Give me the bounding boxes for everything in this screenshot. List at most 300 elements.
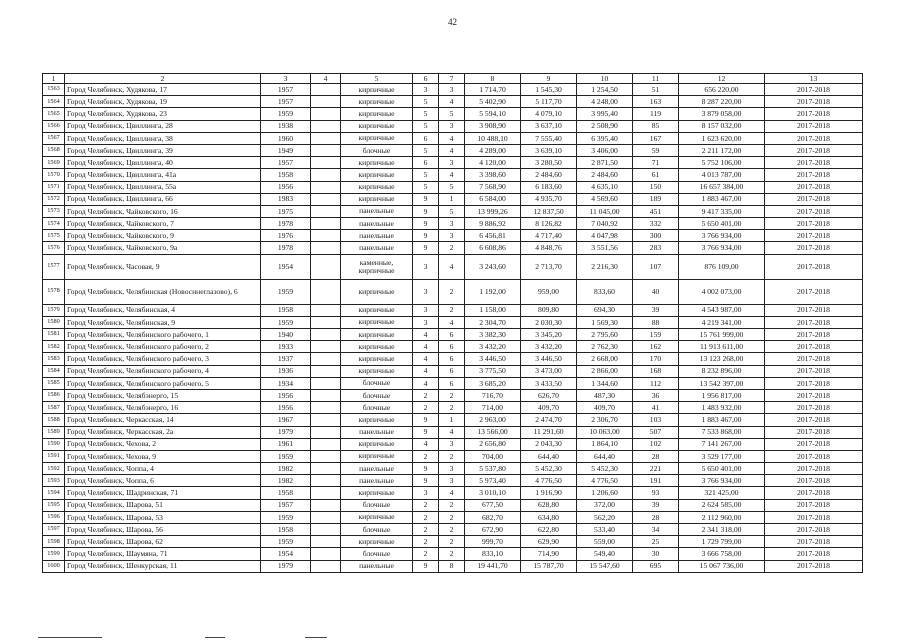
cell-entrances: 3 [439,84,465,96]
cell-repair-cost: 3 766 934,00 [679,475,765,487]
cell-living-area: 6 183,60 [521,181,577,193]
cell-residents: 170 [633,353,679,365]
cell-row-number: 1600 [43,560,65,572]
cell-address: Город Челябинск, Чайковского, 16 [65,205,261,217]
cell-total-area: 4 120,00 [465,157,521,169]
cell-residential-area: 409,70 [577,402,633,414]
cell-wall-material: панельные [341,205,413,217]
cell-wall-material: блочные [341,402,413,414]
cell-col-4 [311,84,341,96]
cell-address: Город Челябинск, Чайковского, 9 [65,230,261,242]
cell-col-4 [311,316,341,328]
cell-row-number: 1588 [43,414,65,426]
cell-entrances: 4 [439,169,465,181]
cell-address: Город Челябинск, Чоппа, 6 [65,475,261,487]
cell-residential-area: 2 306,70 [577,414,633,426]
cell-residents: 28 [633,450,679,462]
cell-row-number: 1587 [43,402,65,414]
cell-repair-cost: 7 533 868,00 [679,426,765,438]
cell-col-4 [311,560,341,572]
cell-wall-material: каменные, кирпичные [341,254,413,279]
cell-total-area: 3 398,60 [465,169,521,181]
cell-row-number: 1584 [43,365,65,377]
cell-address: Город Челябинск, Чоппа, 4 [65,463,261,475]
cell-living-area: 629,90 [521,536,577,548]
cell-year-built: 1933 [261,341,311,353]
cell-wall-material: кирпичные [341,132,413,144]
cell-wall-material: панельные [341,230,413,242]
cell-wall-material: кирпичные [341,353,413,365]
cell-address: Город Челябинск, Челябинская, 9 [65,316,261,328]
cell-row-number: 1592 [43,463,65,475]
cell-address: Город Челябинск, Чайковского, 9а [65,242,261,254]
column-header-2: 2 [65,74,261,84]
cell-wall-material: кирпичные [341,487,413,499]
cell-repair-period: 2017-2018 [765,254,863,279]
cell-residents: 36 [633,389,679,401]
cell-residents: 88 [633,316,679,328]
cell-address: Город Челябинск, Шарова, 56 [65,524,261,536]
cell-wall-material: блочные [341,377,413,389]
cell-total-area: 677,50 [465,499,521,511]
cell-address: Город Челябинск, Часовая, 9 [65,254,261,279]
cell-year-built: 1979 [261,560,311,572]
cell-residents: 41 [633,402,679,414]
cell-total-area: 1 714,70 [465,84,521,96]
cell-repair-period: 2017-2018 [765,560,863,572]
cell-address: Город Челябинск, Черкасская, 2а [65,426,261,438]
cell-residential-area: 11 045,00 [577,205,633,217]
cell-total-area: 3 432,20 [465,341,521,353]
table-row [43,426,863,438]
cell-repair-period: 2017-2018 [765,132,863,144]
cell-repair-cost: 656 220,00 [679,84,765,96]
cell-residents: 507 [633,426,679,438]
cell-total-area: 1 192,00 [465,279,521,304]
cell-year-built: 1967 [261,414,311,426]
cell-wall-material: панельные [341,242,413,254]
cell-repair-period: 2017-2018 [765,536,863,548]
cell-year-built: 1956 [261,402,311,414]
cell-wall-material: кирпичные [341,511,413,523]
column-header-4: 4 [311,74,341,84]
cell-floors: 5 [413,144,439,156]
cell-col-4 [311,254,341,279]
cell-row-number: 1572 [43,193,65,205]
column-header-3: 3 [261,74,311,84]
cell-repair-cost: 4 013 787,00 [679,169,765,181]
cell-floors: 3 [413,304,439,316]
cell-floors: 3 [413,254,439,279]
cell-entrances: 3 [439,475,465,487]
page-number: 42 [448,17,457,27]
cell-entrances: 4 [439,96,465,108]
cell-repair-cost: 3 666 758,00 [679,548,765,560]
cell-wall-material: кирпичные [341,438,413,450]
cell-wall-material: кирпичные [341,279,413,304]
cell-col-4 [311,536,341,548]
cell-entrances: 6 [439,377,465,389]
cell-living-area: 4 717,40 [521,230,577,242]
cell-floors: 9 [413,560,439,572]
cell-row-number: 1599 [43,548,65,560]
cell-address: Город Челябинск, Цвиллинга, 40 [65,157,261,169]
cell-col-4 [311,402,341,414]
cell-living-area: 809,80 [521,304,577,316]
table-row [43,144,863,156]
cell-repair-period: 2017-2018 [765,120,863,132]
cell-living-area: 4 848,76 [521,242,577,254]
cell-living-area: 1 916,90 [521,487,577,499]
cell-residents: 34 [633,524,679,536]
cell-total-area: 5 537,80 [465,463,521,475]
cell-wall-material: кирпичные [341,96,413,108]
cell-floors: 2 [413,499,439,511]
cell-living-area: 2 713,70 [521,254,577,279]
cell-entrances: 3 [439,218,465,230]
cell-entrances: 1 [439,193,465,205]
cell-address: Город Челябинск, Челябинского рабочего, 4 [65,365,261,377]
column-header-9: 9 [521,74,577,84]
cell-col-4 [311,96,341,108]
cell-residents: 59 [633,144,679,156]
footer-rule [205,637,225,638]
cell-living-area: 12 837,50 [521,205,577,217]
cell-repair-period: 2017-2018 [765,438,863,450]
cell-col-4 [311,329,341,341]
cell-repair-cost: 2 341 318,00 [679,524,765,536]
cell-residential-area: 2 795,60 [577,329,633,341]
cell-address: Город Челябинск, Челябинского рабочего, 2 [65,341,261,353]
cell-col-4 [311,230,341,242]
cell-floors: 9 [413,414,439,426]
cell-repair-period: 2017-2018 [765,108,863,120]
cell-total-area: 716,70 [465,389,521,401]
cell-address: Город Челябинск, Челябинского рабочего, 3 [65,353,261,365]
cell-living-area: 4 935,70 [521,193,577,205]
cell-entrances: 2 [439,499,465,511]
cell-repair-cost: 3 879 058,00 [679,108,765,120]
cell-wall-material: блочные [341,144,413,156]
cell-repair-period: 2017-2018 [765,205,863,217]
cell-residential-area: 5 452,30 [577,463,633,475]
cell-year-built: 1982 [261,475,311,487]
cell-floors: 5 [413,169,439,181]
cell-residential-area: 2 668,00 [577,353,633,365]
cell-row-number: 1568 [43,144,65,156]
cell-repair-period: 2017-2018 [765,377,863,389]
cell-row-number: 1577 [43,254,65,279]
cell-year-built: 1978 [261,242,311,254]
cell-repair-cost: 4 219 341,00 [679,316,765,328]
cell-floors: 2 [413,524,439,536]
table-row [43,536,863,548]
cell-entrances: 6 [439,365,465,377]
cell-residents: 93 [633,487,679,499]
cell-repair-cost: 1 483 932,00 [679,402,765,414]
cell-row-number: 1575 [43,230,65,242]
cell-residential-area: 2 871,50 [577,157,633,169]
cell-total-area: 6 584,00 [465,193,521,205]
cell-residents: 39 [633,304,679,316]
column-number-header [43,74,863,84]
cell-residents: 39 [633,499,679,511]
cell-address: Город Челябинск, Челябэнерго, 16 [65,402,261,414]
cell-row-number: 1583 [43,353,65,365]
cell-row-number: 1578 [43,279,65,304]
column-header-10: 10 [577,74,633,84]
cell-living-area: 2 474,70 [521,414,577,426]
cell-entrances: 4 [439,132,465,144]
cell-residents: 107 [633,254,679,279]
cell-col-4 [311,450,341,462]
cell-entrances: 6 [439,353,465,365]
cell-total-area: 13 566,00 [465,426,521,438]
cell-col-4 [311,548,341,560]
cell-residential-area: 1 254,50 [577,84,633,96]
cell-entrances: 2 [439,304,465,316]
cell-total-area: 3 446,50 [465,353,521,365]
cell-floors: 9 [413,242,439,254]
cell-address: Город Челябинск, Черкасская, 14 [65,414,261,426]
cell-residents: 168 [633,365,679,377]
cell-wall-material: кирпичные [341,365,413,377]
cell-living-area: 634,80 [521,511,577,523]
cell-total-area: 6 608,86 [465,242,521,254]
cell-repair-period: 2017-2018 [765,389,863,401]
cell-entrances: 2 [439,402,465,414]
cell-residents: 119 [633,108,679,120]
cell-residents: 71 [633,157,679,169]
cell-row-number: 1580 [43,316,65,328]
cell-address: Город Челябинск, Цвиллинга, 38 [65,132,261,144]
cell-residents: 40 [633,279,679,304]
cell-row-number: 1586 [43,389,65,401]
cell-floors: 2 [413,450,439,462]
cell-repair-period: 2017-2018 [765,230,863,242]
column-header-6: 6 [413,74,439,84]
cell-residential-area: 372,00 [577,499,633,511]
cell-repair-cost: 1 883 467,00 [679,414,765,426]
table-row [43,463,863,475]
cell-repair-cost: 15 761 999,00 [679,329,765,341]
cell-residents: 300 [633,230,679,242]
cell-residents: 332 [633,218,679,230]
cell-residential-area: 10 063,00 [577,426,633,438]
cell-wall-material: панельные [341,475,413,487]
cell-residential-area: 533,40 [577,524,633,536]
cell-living-area: 8 126,82 [521,218,577,230]
cell-residential-area: 562,20 [577,511,633,523]
cell-year-built: 1936 [261,365,311,377]
cell-entrances: 5 [439,181,465,193]
table-row [43,108,863,120]
cell-row-number: 1582 [43,341,65,353]
cell-address: Город Челябинск, Цвиллинга, 41а [65,169,261,181]
cell-living-area: 959,00 [521,279,577,304]
cell-address: Город Челябинск, Челябинского рабочего, 5 [65,377,261,389]
cell-total-area: 4 289,00 [465,144,521,156]
cell-residential-area: 487,30 [577,389,633,401]
cell-residents: 30 [633,548,679,560]
cell-wall-material: блочные [341,548,413,560]
cell-residential-area: 4 776,50 [577,475,633,487]
cell-living-area: 5 117,70 [521,96,577,108]
cell-residential-area: 694,30 [577,304,633,316]
cell-residential-area: 4 248,00 [577,96,633,108]
cell-floors: 4 [413,377,439,389]
cell-living-area: 628,80 [521,499,577,511]
cell-residential-area: 559,00 [577,536,633,548]
cell-entrances: 3 [439,463,465,475]
table-row [43,402,863,414]
cell-year-built: 1979 [261,426,311,438]
cell-living-area: 4 776,50 [521,475,577,487]
cell-row-number: 1594 [43,487,65,499]
cell-year-built: 1978 [261,218,311,230]
cell-repair-period: 2017-2018 [765,450,863,462]
cell-row-number: 1598 [43,536,65,548]
cell-year-built: 1957 [261,96,311,108]
cell-floors: 9 [413,205,439,217]
table-row [43,548,863,560]
cell-residential-area: 1 344,60 [577,377,633,389]
cell-wall-material: панельные [341,218,413,230]
cell-repair-cost: 9 417 335,00 [679,205,765,217]
cell-entrances: 3 [439,120,465,132]
cell-repair-period: 2017-2018 [765,157,863,169]
cell-address: Город Челябинск, Шадринская, 71 [65,487,261,499]
cell-col-4 [311,218,341,230]
table-row [43,450,863,462]
cell-floors: 3 [413,316,439,328]
cell-living-area: 5 452,30 [521,463,577,475]
cell-residents: 162 [633,341,679,353]
table-row [43,438,863,450]
cell-repair-period: 2017-2018 [765,475,863,487]
cell-col-4 [311,414,341,426]
cell-floors: 3 [413,279,439,304]
cell-entrances: 2 [439,242,465,254]
table-row [43,524,863,536]
cell-wall-material: кирпичные [341,536,413,548]
cell-repair-cost: 1 729 799,00 [679,536,765,548]
cell-residents: 221 [633,463,679,475]
cell-residents: 451 [633,205,679,217]
cell-entrances: 2 [439,548,465,560]
cell-repair-cost: 5 650 401,00 [679,463,765,475]
cell-row-number: 1565 [43,108,65,120]
cell-repair-cost: 3 529 177,00 [679,450,765,462]
cell-total-area: 3 775,50 [465,365,521,377]
cell-repair-cost: 1 883 467,00 [679,193,765,205]
table-row [43,230,863,242]
cell-year-built: 1954 [261,254,311,279]
cell-col-4 [311,365,341,377]
cell-repair-cost: 5 752 106,00 [679,157,765,169]
cell-address: Город Челябинск, Чехова, 9 [65,450,261,462]
cell-floors: 2 [413,389,439,401]
cell-living-area: 622,80 [521,524,577,536]
cell-year-built: 1959 [261,536,311,548]
table-row [43,132,863,144]
cell-living-area: 3 446,50 [521,353,577,365]
cell-repair-period: 2017-2018 [765,169,863,181]
cell-repair-period: 2017-2018 [765,426,863,438]
cell-repair-period: 2017-2018 [765,279,863,304]
cell-address: Город Челябинск, Челябинская, 4 [65,304,261,316]
column-header-7: 7 [439,74,465,84]
table-row [43,389,863,401]
footer-rule [38,637,102,638]
table-row [43,242,863,254]
cell-entrances: 3 [439,438,465,450]
cell-row-number: 1591 [43,450,65,462]
cell-address: Город Челябинск, Цвиллинга, 39 [65,144,261,156]
cell-entrances: 2 [439,279,465,304]
cell-total-area: 1 158,00 [465,304,521,316]
cell-floors: 9 [413,463,439,475]
cell-repair-period: 2017-2018 [765,499,863,511]
cell-col-4 [311,487,341,499]
cell-total-area: 714,00 [465,402,521,414]
cell-row-number: 1596 [43,511,65,523]
cell-col-4 [311,181,341,193]
cell-residents: 695 [633,560,679,572]
cell-repair-cost: 876 109,00 [679,254,765,279]
cell-residents: 28 [633,511,679,523]
cell-residential-area: 4 569,60 [577,193,633,205]
table-row [43,181,863,193]
cell-address: Город Челябинск, Цвиллинга, 28 [65,120,261,132]
cell-address: Город Челябинск, Худякова, 19 [65,96,261,108]
cell-residents: 283 [633,242,679,254]
cell-entrances: 5 [439,205,465,217]
cell-repair-cost: 321 425,00 [679,487,765,499]
cell-address: Город Челябинск, Чайковского, 7 [65,218,261,230]
cell-entrances: 4 [439,426,465,438]
cell-repair-period: 2017-2018 [765,524,863,536]
cell-year-built: 1958 [261,487,311,499]
table-row [43,511,863,523]
cell-floors: 2 [413,536,439,548]
table-row [43,84,863,96]
table-row [43,279,863,304]
cell-year-built: 1949 [261,144,311,156]
cell-repair-period: 2017-2018 [765,341,863,353]
cell-address: Город Челябинск, Шарова, 53 [65,511,261,523]
cell-floors: 5 [413,120,439,132]
table-row [43,120,863,132]
cell-address: Город Челябинск, Цвиллинга, 55а [65,181,261,193]
cell-wall-material: кирпичные [341,316,413,328]
cell-residents: 163 [633,96,679,108]
cell-col-4 [311,144,341,156]
cell-wall-material: кирпичные [341,120,413,132]
cell-year-built: 1954 [261,548,311,560]
table-row [43,560,863,572]
cell-total-area: 3 382,30 [465,329,521,341]
column-header-11: 11 [633,74,679,84]
cell-col-4 [311,511,341,523]
cell-residential-area: 1 569,30 [577,316,633,328]
cell-row-number: 1570 [43,169,65,181]
cell-address: Город Челябинск, Худякова, 17 [65,84,261,96]
cell-total-area: 3 010,10 [465,487,521,499]
cell-row-number: 1571 [43,181,65,193]
cell-repair-cost: 16 657 384,00 [679,181,765,193]
cell-wall-material: блочные [341,499,413,511]
